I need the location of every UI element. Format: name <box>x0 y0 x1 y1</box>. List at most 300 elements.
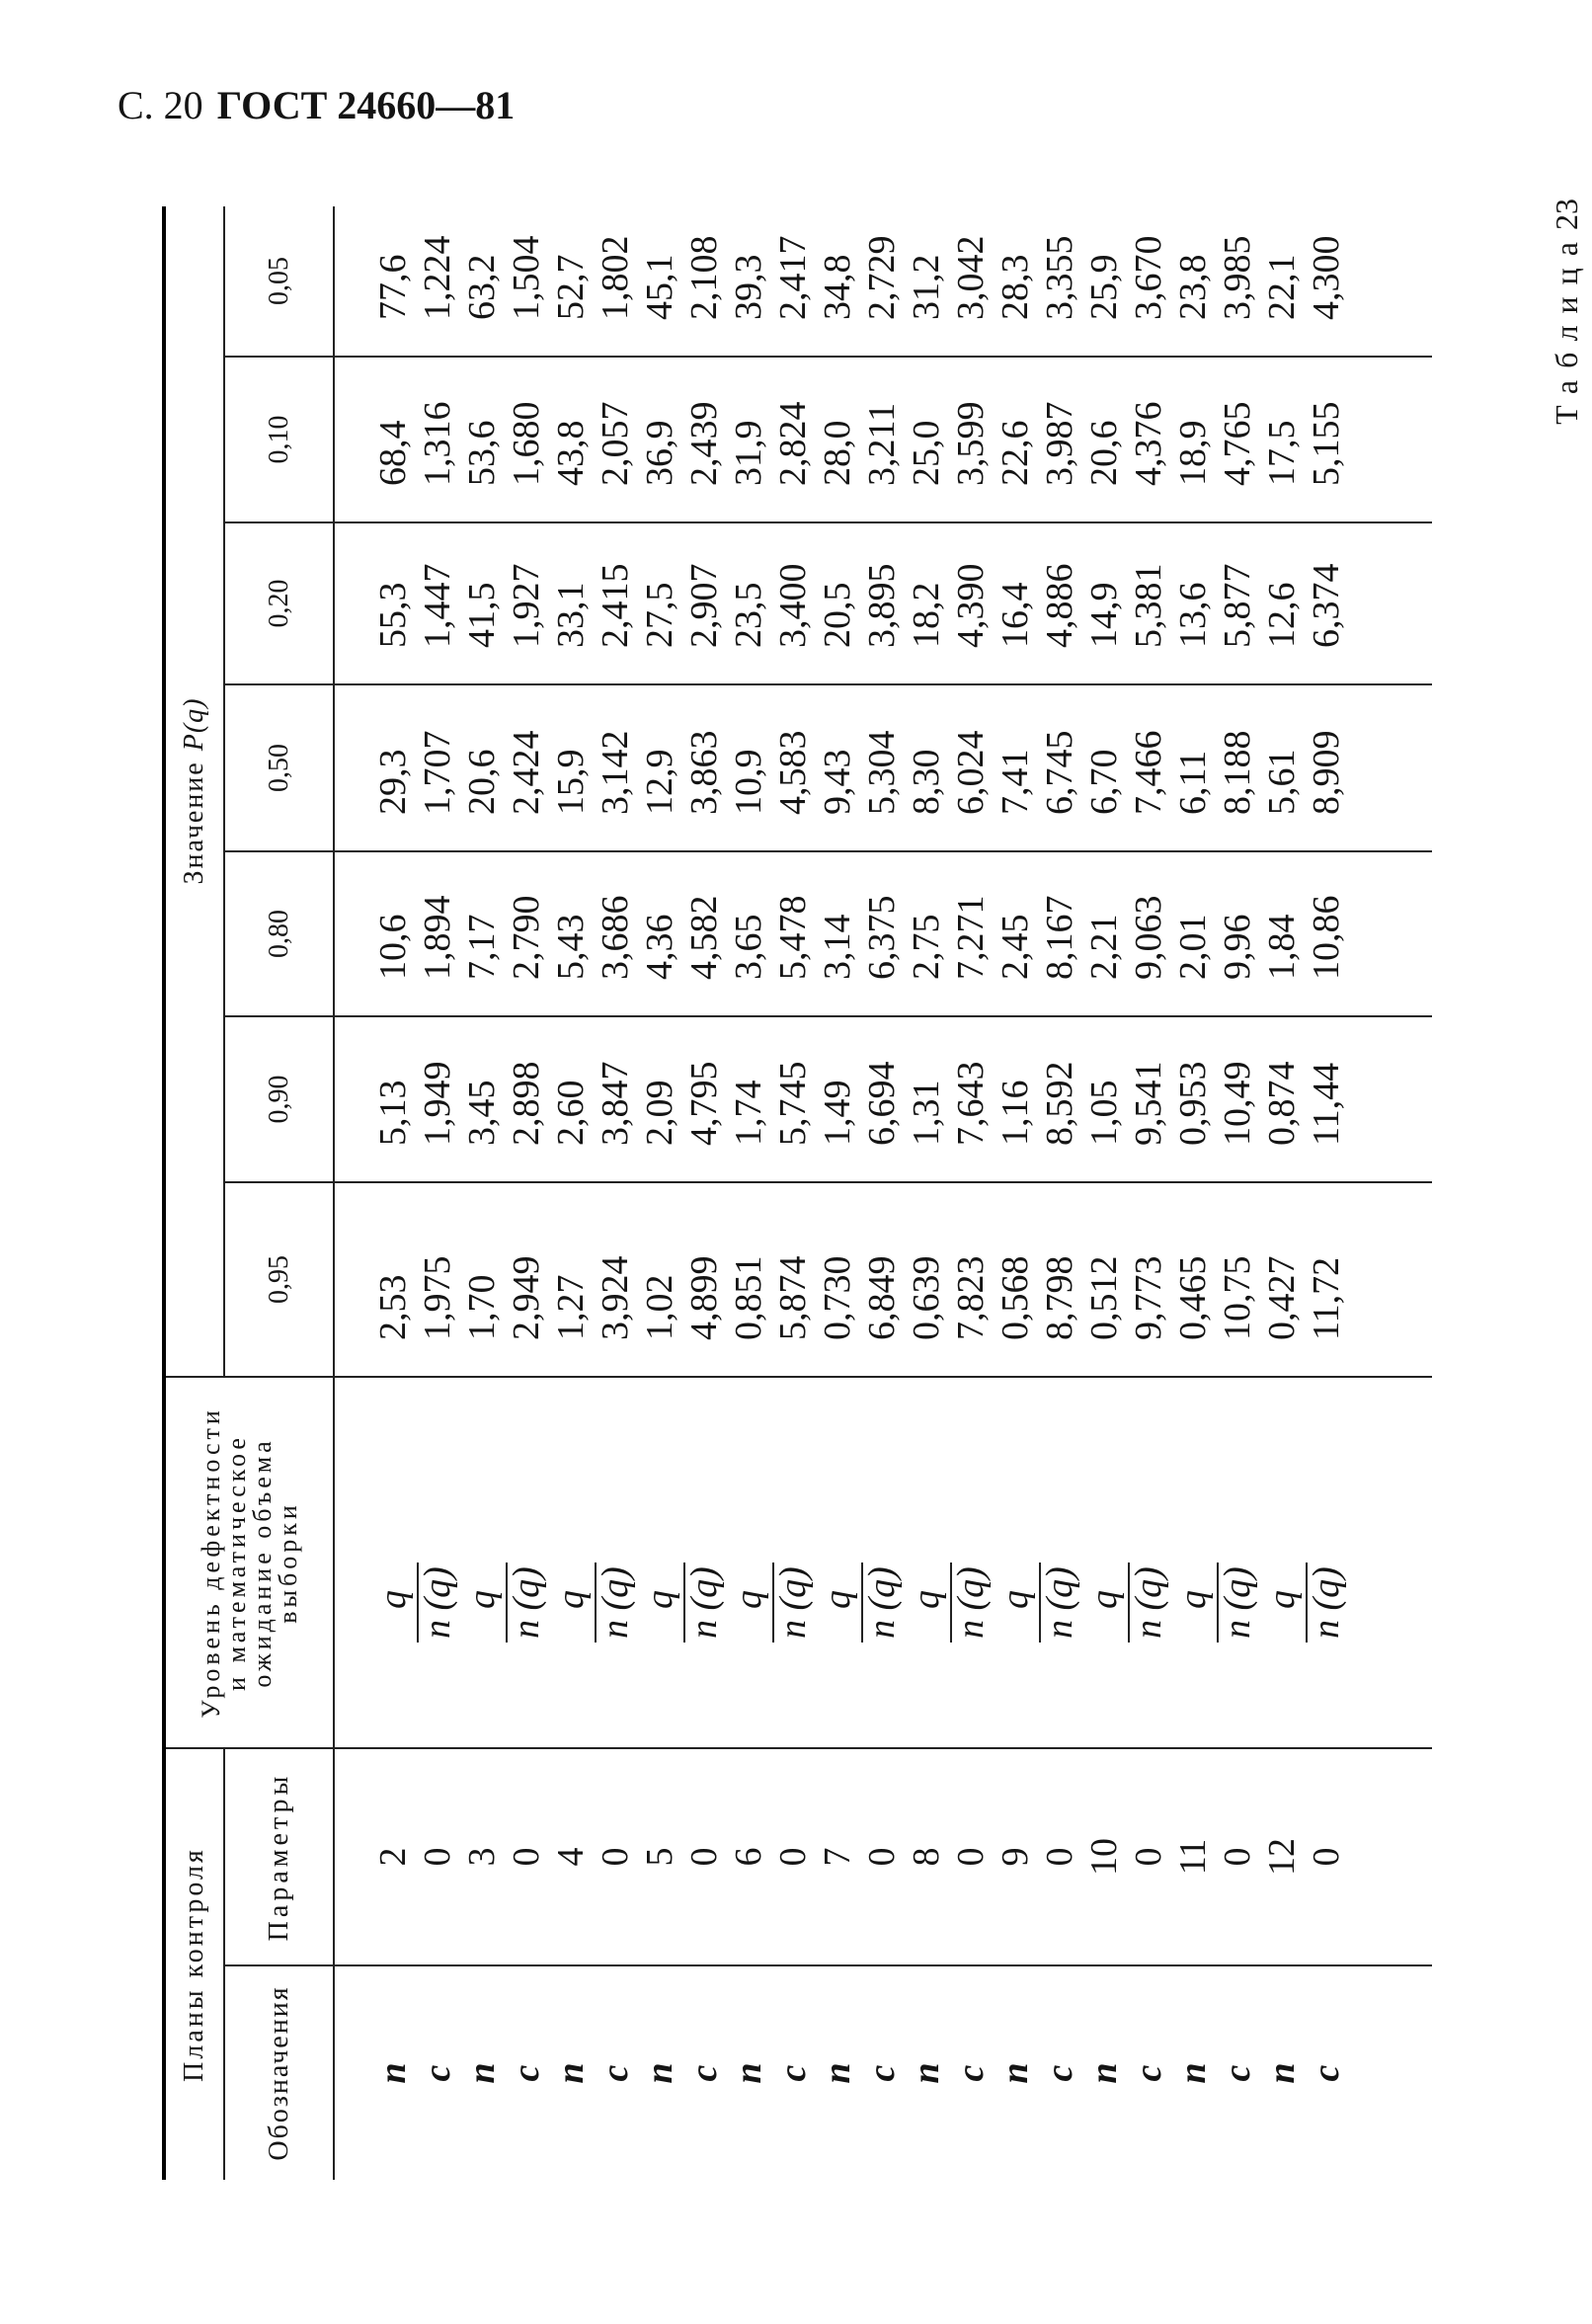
header-probability: 0,80 <box>224 851 334 1016</box>
header-probability: 0,05 <box>224 206 334 357</box>
table-row <box>460 206 505 2180</box>
value-cell: 5,877 <box>1216 522 1260 684</box>
value-cell: 1,224 <box>416 206 460 357</box>
header-probability-symbol: P(q) <box>179 697 209 752</box>
parameter-cell: 0 <box>682 1748 727 1965</box>
value-cell: 34,8 <box>816 206 860 357</box>
header-control-plans: Планы контроля <box>164 1748 224 2180</box>
defect-level-symbol: n (q) <box>417 1563 456 1643</box>
defect-level-symbol: q <box>906 1590 947 1609</box>
spacer-cell <box>1349 1748 1432 1965</box>
value-cell: 0,953 <box>1171 1016 1216 1182</box>
parameter-cell: 0 <box>416 1748 460 1965</box>
value-cell: 3,14 <box>816 851 860 1016</box>
parameter-cell: 0 <box>949 1748 994 1965</box>
defect-level-symbol: n (q) <box>1039 1563 1078 1643</box>
value-cell: 5,13 <box>371 1016 416 1182</box>
value-cell: 3,042 <box>949 206 994 357</box>
table-caption-number: 23 <box>1549 199 1584 230</box>
defect-level-symbol: q <box>1261 1590 1303 1609</box>
standard-number: ГОСТ 24660—81 <box>216 83 516 127</box>
defect-level-symbol: n (q) <box>595 1563 634 1643</box>
value-cell: 0,851 <box>727 1182 771 1377</box>
defect-level-symbol: n (q) <box>683 1563 723 1643</box>
defect-level-cell <box>949 1377 994 1748</box>
defect-level-symbol: q <box>639 1590 680 1609</box>
value-cell: 6,375 <box>860 851 905 1016</box>
header-probability: 0,95 <box>224 1182 334 1377</box>
defect-level-symbol: n (q) <box>1306 1563 1345 1643</box>
value-cell: 2,60 <box>549 1016 594 1182</box>
defect-level-cell <box>460 1377 505 1748</box>
value-cell: 1,975 <box>416 1182 460 1377</box>
value-cell: 3,211 <box>860 357 905 522</box>
value-cell: 18,9 <box>1171 357 1216 522</box>
table-row <box>1038 206 1082 2180</box>
spacer-cell <box>334 1377 371 1748</box>
value-cell: 3,895 <box>860 522 905 684</box>
value-cell: 5,61 <box>1260 684 1305 851</box>
value-cell: 10,9 <box>727 684 771 851</box>
value-cell: 20,6 <box>1082 357 1127 522</box>
defect-level-cell <box>1305 1377 1349 1748</box>
value-cell: 3,142 <box>594 684 638 851</box>
value-cell: 1,680 <box>505 357 549 522</box>
rotated-table-container <box>162 206 1428 2180</box>
value-cell: 2,824 <box>771 357 816 522</box>
value-cell: 53,6 <box>460 357 505 522</box>
value-cell: 5,304 <box>860 684 905 851</box>
table-row <box>594 206 638 2180</box>
defect-level-symbol: n (q) <box>861 1563 901 1643</box>
table-caption <box>1547 193 1586 451</box>
value-cell: 4,899 <box>682 1182 727 1377</box>
value-cell: 6,745 <box>1038 684 1082 851</box>
defect-level-cell <box>371 1377 416 1748</box>
header-defect-level-line: выборки <box>273 1501 302 1624</box>
value-cell: 3,847 <box>594 1016 638 1182</box>
value-cell: 16,4 <box>994 522 1038 684</box>
value-cell: 31,9 <box>727 357 771 522</box>
value-cell: 3,985 <box>1216 206 1260 357</box>
value-cell: 7,466 <box>1127 684 1171 851</box>
value-cell: 22,1 <box>1260 206 1305 357</box>
value-cell: 36,9 <box>638 357 682 522</box>
value-cell: 2,057 <box>594 357 638 522</box>
value-cell: 25,0 <box>905 357 949 522</box>
table-row <box>1127 206 1171 2180</box>
value-cell: 11,44 <box>1305 1016 1349 1182</box>
parameter-cell: 11 <box>1171 1748 1216 1965</box>
table-row <box>505 206 549 2180</box>
value-cell: 6,11 <box>1171 684 1216 851</box>
value-cell: 2,21 <box>1082 851 1127 1016</box>
spacer-cell <box>334 1182 371 1377</box>
header-probability-label: Значение <box>179 761 209 885</box>
table-caption-word: Таблица <box>1549 230 1584 425</box>
value-cell: 6,70 <box>1082 684 1127 851</box>
value-cell: 5,478 <box>771 851 816 1016</box>
table-row <box>416 206 460 2180</box>
value-cell: 5,381 <box>1127 522 1171 684</box>
defect-level-symbol: q <box>995 1590 1036 1609</box>
header-defect-level-line: ожидание объема <box>247 1437 277 1688</box>
value-cell: 0,512 <box>1082 1182 1127 1377</box>
page-header <box>118 83 515 128</box>
value-cell: 1,707 <box>416 684 460 851</box>
value-cell: 2,108 <box>682 206 727 357</box>
header-probability: 0,50 <box>224 684 334 851</box>
value-cell: 3,45 <box>460 1016 505 1182</box>
value-cell: 3,65 <box>727 851 771 1016</box>
value-cell: 45,1 <box>638 206 682 357</box>
value-cell: 2,898 <box>505 1016 549 1182</box>
header-row-groups <box>164 206 224 2180</box>
value-cell: 9,773 <box>1127 1182 1171 1377</box>
spacer-cell <box>1349 1016 1432 1182</box>
header-designation: Обозначения <box>224 1965 334 2180</box>
value-cell: 7,271 <box>949 851 994 1016</box>
value-cell: 41,5 <box>460 522 505 684</box>
value-cell: 4,376 <box>1127 357 1171 522</box>
value-cell: 14,9 <box>1082 522 1127 684</box>
value-cell: 5,745 <box>771 1016 816 1182</box>
value-cell: 25,9 <box>1082 206 1127 357</box>
value-cell: 10,6 <box>371 851 416 1016</box>
value-cell: 3,686 <box>594 851 638 1016</box>
spacer-cell <box>1349 206 1432 357</box>
defect-level-symbol: n (q) <box>506 1563 545 1643</box>
value-cell: 2,424 <box>505 684 549 851</box>
value-cell: 52,7 <box>549 206 594 357</box>
value-cell: 1,70 <box>460 1182 505 1377</box>
value-cell: 28,0 <box>816 357 860 522</box>
value-cell: 3,863 <box>682 684 727 851</box>
spacer-cell <box>334 357 371 522</box>
value-cell: 23,5 <box>727 522 771 684</box>
header-parameters: Параметры <box>224 1748 334 1965</box>
defect-level-cell <box>1127 1377 1171 1748</box>
value-cell: 68,4 <box>371 357 416 522</box>
parameter-cell: 0 <box>505 1748 549 1965</box>
spacer-cell <box>334 522 371 684</box>
defect-level-cell <box>860 1377 905 1748</box>
spacer-cell <box>1349 1965 1432 2180</box>
value-cell: 0,465 <box>1171 1182 1216 1377</box>
designation-cell: c <box>1217 2064 1258 2082</box>
table-spacer-row <box>1349 206 1432 2180</box>
value-cell: 3,400 <box>771 522 816 684</box>
value-cell: 2,415 <box>594 522 638 684</box>
spacer-cell <box>334 1748 371 1965</box>
parameter-cell: 4 <box>549 1748 594 1965</box>
value-cell: 9,43 <box>816 684 860 851</box>
designation-cell: n <box>1261 2062 1303 2084</box>
value-cell: 12,6 <box>1260 522 1305 684</box>
header-row-columns <box>224 206 334 2180</box>
designation-cell: n <box>372 2062 414 2084</box>
designation-cell: n <box>639 2062 680 2084</box>
spacer-cell <box>334 1965 371 2180</box>
defect-level-symbol: n (q) <box>772 1563 812 1643</box>
spacer-cell <box>1349 357 1432 522</box>
parameter-cell: 0 <box>860 1748 905 1965</box>
value-cell: 8,592 <box>1038 1016 1082 1182</box>
value-cell: 7,17 <box>460 851 505 1016</box>
defect-level-symbol: n (q) <box>950 1563 990 1643</box>
designation-cell: n <box>995 2062 1036 2084</box>
value-cell: 3,355 <box>1038 206 1082 357</box>
value-cell: 20,6 <box>460 684 505 851</box>
defect-level-symbol: q <box>372 1590 414 1609</box>
value-cell: 10,75 <box>1216 1182 1260 1377</box>
header-defect-level <box>164 1377 334 1748</box>
spacer-cell <box>1349 851 1432 1016</box>
value-cell: 2,09 <box>638 1016 682 1182</box>
defect-level-cell <box>771 1377 816 1748</box>
table-row <box>1305 206 1349 2180</box>
value-cell: 0,730 <box>816 1182 860 1377</box>
table-row <box>816 206 860 2180</box>
value-cell: 7,643 <box>949 1016 994 1182</box>
table-row <box>905 206 949 2180</box>
value-cell: 1,927 <box>505 522 549 684</box>
table-row <box>549 206 594 2180</box>
value-cell: 5,43 <box>549 851 594 1016</box>
defect-level-cell <box>416 1377 460 1748</box>
value-cell: 7,823 <box>949 1182 994 1377</box>
table-row <box>994 206 1038 2180</box>
value-cell: 2,729 <box>860 206 905 357</box>
value-cell: 1,504 <box>505 206 549 357</box>
parameter-cell: 0 <box>1127 1748 1171 1965</box>
value-cell: 4,765 <box>1216 357 1260 522</box>
defect-level-cell <box>727 1377 771 1748</box>
value-cell: 8,188 <box>1216 684 1260 851</box>
table-row <box>949 206 994 2180</box>
table-row <box>1171 206 1216 2180</box>
value-cell: 2,439 <box>682 357 727 522</box>
value-cell: 6,849 <box>860 1182 905 1377</box>
header-probability: 0,10 <box>224 357 334 522</box>
value-cell: 1,316 <box>416 357 460 522</box>
value-cell: 1,27 <box>549 1182 594 1377</box>
designation-cell: c <box>417 2064 458 2082</box>
defect-level-cell <box>905 1377 949 1748</box>
value-cell: 1,802 <box>594 206 638 357</box>
value-cell: 77,6 <box>371 206 416 357</box>
defect-level-cell <box>638 1377 682 1748</box>
spacer-cell <box>334 851 371 1016</box>
value-cell: 4,582 <box>682 851 727 1016</box>
value-cell: 0,427 <box>1260 1182 1305 1377</box>
value-cell: 9,541 <box>1127 1016 1171 1182</box>
value-cell: 39,3 <box>727 206 771 357</box>
spacer-cell <box>1349 684 1432 851</box>
value-cell: 1,74 <box>727 1016 771 1182</box>
value-cell: 4,300 <box>1305 206 1349 357</box>
defect-level-symbol: n (q) <box>1128 1563 1167 1643</box>
spacer-cell <box>334 206 371 357</box>
parameter-cell: 6 <box>727 1748 771 1965</box>
value-cell: 13,6 <box>1171 522 1216 684</box>
parameter-cell: 0 <box>1305 1748 1349 1965</box>
parameter-cell: 0 <box>1216 1748 1260 1965</box>
table-row <box>371 206 416 2180</box>
value-cell: 18,2 <box>905 522 949 684</box>
defect-level-symbol: q <box>1083 1590 1125 1609</box>
parameter-cell: 9 <box>994 1748 1038 1965</box>
value-cell: 5,155 <box>1305 357 1349 522</box>
value-cell: 1,31 <box>905 1016 949 1182</box>
table-row <box>1216 206 1260 2180</box>
value-cell: 4,36 <box>638 851 682 1016</box>
header-defect-level-line: Уровень дефектности <box>196 1406 225 1719</box>
defect-level-cell <box>816 1377 860 1748</box>
value-cell: 22,6 <box>994 357 1038 522</box>
value-cell: 5,874 <box>771 1182 816 1377</box>
value-cell: 2,01 <box>1171 851 1216 1016</box>
defect-level-cell <box>1038 1377 1082 1748</box>
parameter-cell: 10 <box>1082 1748 1127 1965</box>
table-row <box>727 206 771 2180</box>
value-cell: 3,670 <box>1127 206 1171 357</box>
value-cell: 28,3 <box>994 206 1038 357</box>
table-row <box>638 206 682 2180</box>
value-cell: 6,694 <box>860 1016 905 1182</box>
header-probability-values <box>164 206 224 1377</box>
value-cell: 29,3 <box>371 684 416 851</box>
value-cell: 3,599 <box>949 357 994 522</box>
defect-level-cell <box>1171 1377 1216 1748</box>
defect-level-cell <box>994 1377 1038 1748</box>
value-cell: 2,75 <box>905 851 949 1016</box>
table-row <box>860 206 905 2180</box>
defect-level-symbol: q <box>817 1590 858 1609</box>
designation-cell: c <box>950 2064 992 2082</box>
defect-level-symbol: q <box>728 1590 769 1609</box>
value-cell: 8,167 <box>1038 851 1082 1016</box>
value-cell: 1,84 <box>1260 851 1305 1016</box>
value-cell: 20,5 <box>816 522 860 684</box>
value-cell: 2,45 <box>994 851 1038 1016</box>
value-cell: 4,390 <box>949 522 994 684</box>
defect-level-cell <box>1216 1377 1260 1748</box>
value-cell: 27,5 <box>638 522 682 684</box>
value-cell: 4,583 <box>771 684 816 851</box>
page-number: С. 20 <box>118 83 203 127</box>
value-cell: 8,798 <box>1038 1182 1082 1377</box>
value-cell: 2,53 <box>371 1182 416 1377</box>
value-cell: 31,2 <box>905 206 949 357</box>
designation-cell: n <box>1172 2062 1214 2084</box>
designation-cell: c <box>861 2064 903 2082</box>
value-cell: 33,1 <box>549 522 594 684</box>
value-cell: 2,417 <box>771 206 816 357</box>
data-table <box>162 206 1432 2180</box>
parameter-cell: 12 <box>1260 1748 1305 1965</box>
spacer-cell <box>1349 522 1432 684</box>
value-cell: 2,949 <box>505 1182 549 1377</box>
defect-level-symbol: q <box>550 1590 592 1609</box>
table-row <box>1260 206 1305 2180</box>
value-cell: 0,874 <box>1260 1016 1305 1182</box>
value-cell: 1,894 <box>416 851 460 1016</box>
value-cell: 1,16 <box>994 1016 1038 1182</box>
parameter-cell: 2 <box>371 1748 416 1965</box>
designation-cell: n <box>550 2062 592 2084</box>
defect-level-cell <box>505 1377 549 1748</box>
header-defect-level-line: и математическое <box>221 1434 251 1691</box>
header-probability: 0,90 <box>224 1016 334 1182</box>
value-cell: 0,639 <box>905 1182 949 1377</box>
designation-cell: c <box>506 2064 547 2082</box>
value-cell: 1,49 <box>816 1016 860 1182</box>
defect-level-symbol: q <box>1172 1590 1214 1609</box>
designation-cell: c <box>683 2064 725 2082</box>
defect-level-cell <box>1260 1377 1305 1748</box>
value-cell: 11,72 <box>1305 1182 1349 1377</box>
designation-cell: n <box>461 2062 503 2084</box>
defect-level-cell <box>682 1377 727 1748</box>
defect-level-symbol: q <box>461 1590 503 1609</box>
spacer-cell <box>334 1016 371 1182</box>
value-cell: 9,96 <box>1216 851 1260 1016</box>
value-cell: 1,447 <box>416 522 460 684</box>
header-probability: 0,20 <box>224 522 334 684</box>
value-cell: 6,374 <box>1305 522 1349 684</box>
parameter-cell: 3 <box>460 1748 505 1965</box>
defect-level-cell <box>594 1377 638 1748</box>
value-cell: 10,49 <box>1216 1016 1260 1182</box>
designation-cell: n <box>1083 2062 1125 2084</box>
value-cell: 63,2 <box>460 206 505 357</box>
parameter-cell: 0 <box>594 1748 638 1965</box>
designation-cell: c <box>1039 2064 1080 2082</box>
defect-level-symbol: n (q) <box>1217 1563 1256 1643</box>
designation-cell: c <box>772 2064 814 2082</box>
value-cell: 8,30 <box>905 684 949 851</box>
value-cell: 3,987 <box>1038 357 1082 522</box>
value-cell: 1,949 <box>416 1016 460 1182</box>
value-cell: 23,8 <box>1171 206 1216 357</box>
parameter-cell: 0 <box>771 1748 816 1965</box>
value-cell: 1,02 <box>638 1182 682 1377</box>
spacer-cell <box>1349 1182 1432 1377</box>
value-cell: 55,3 <box>371 522 416 684</box>
table-row <box>771 206 816 2180</box>
value-cell: 3,924 <box>594 1182 638 1377</box>
table-spacer-row <box>334 206 371 2180</box>
designation-cell: c <box>595 2064 636 2082</box>
designation-cell: c <box>1306 2064 1347 2082</box>
value-cell: 6,024 <box>949 684 994 851</box>
value-cell: 15,9 <box>549 684 594 851</box>
parameter-cell: 5 <box>638 1748 682 1965</box>
spacer-cell <box>1349 1377 1432 1748</box>
value-cell: 4,795 <box>682 1016 727 1182</box>
value-cell: 8,909 <box>1305 684 1349 851</box>
value-cell: 7,41 <box>994 684 1038 851</box>
parameter-cell: 8 <box>905 1748 949 1965</box>
value-cell: 0,568 <box>994 1182 1038 1377</box>
value-cell: 2,907 <box>682 522 727 684</box>
designation-cell: n <box>728 2062 769 2084</box>
value-cell: 12,9 <box>638 684 682 851</box>
value-cell: 17,5 <box>1260 357 1305 522</box>
designation-cell: n <box>817 2062 858 2084</box>
parameter-cell: 7 <box>816 1748 860 1965</box>
